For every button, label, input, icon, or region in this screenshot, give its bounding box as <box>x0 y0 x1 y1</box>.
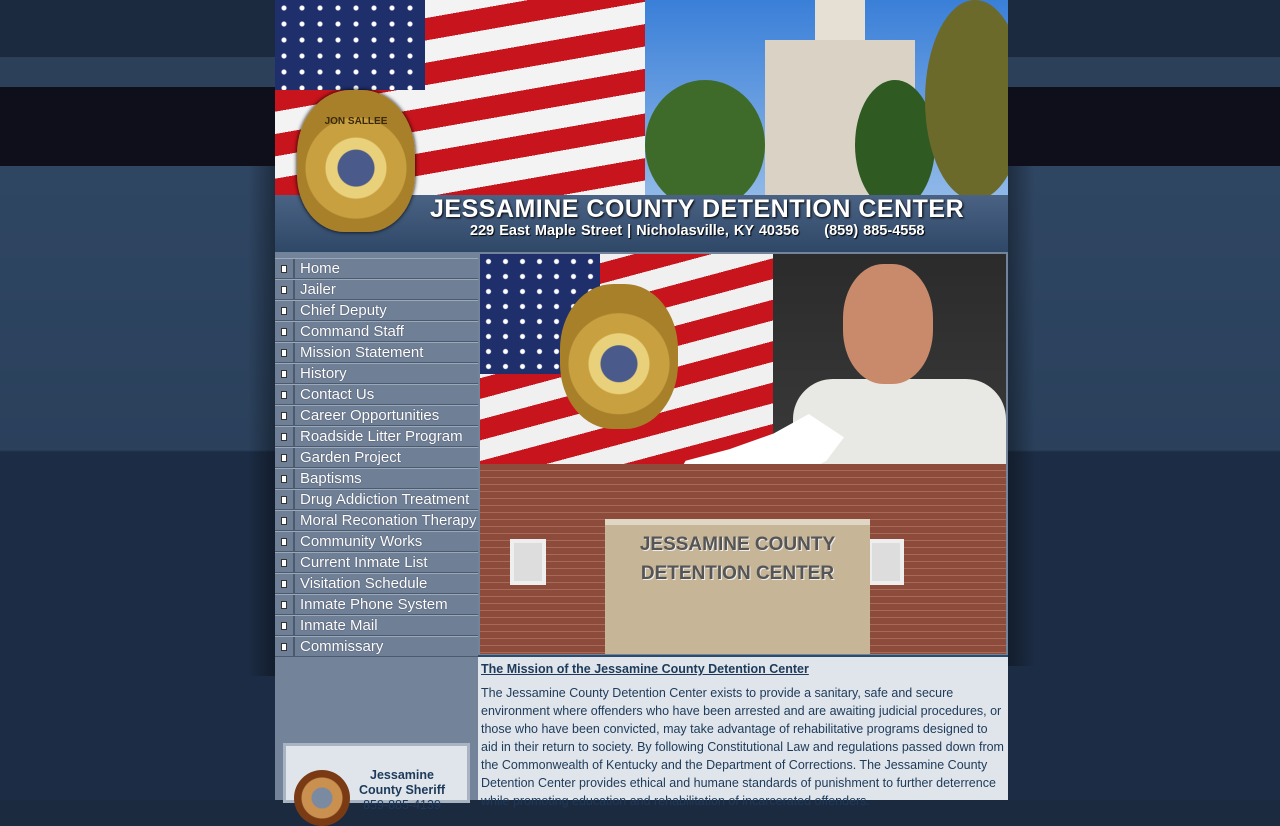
nav-item-roadside-litter-program[interactable] <box>275 426 478 447</box>
nav-item-label: Garden Project <box>300 449 401 466</box>
arrow-bullet-icon <box>275 301 295 320</box>
nav-item-jailer[interactable] <box>275 279 478 300</box>
nav-item-label: Contact Us <box>300 386 375 403</box>
nav-item-label: Inmate Mail <box>300 617 378 634</box>
nav-item-label: Baptisms <box>300 470 362 487</box>
building-window <box>868 539 904 585</box>
nav-item-inmate-mail[interactable] <box>275 615 478 636</box>
arrow-bullet-icon <box>275 259 295 278</box>
tree <box>645 80 765 210</box>
nav-item-label: History <box>300 365 347 382</box>
header-banner <box>275 0 1008 252</box>
sidebar-nav <box>275 258 478 657</box>
site-address: 229 East Maple Street | Nicholasville, KY 40356 (859) 885-4558 <box>470 223 925 239</box>
arrow-bullet-icon <box>275 616 295 635</box>
arrow-bullet-icon <box>275 280 295 299</box>
nav-item-label: Command Staff <box>300 323 404 340</box>
arrow-bullet-icon <box>275 490 295 509</box>
arrow-bullet-icon <box>275 448 295 467</box>
arrow-bullet-icon <box>275 364 295 383</box>
nav-item-mission-statement[interactable] <box>275 342 478 363</box>
nav-item-community-works[interactable] <box>275 531 478 552</box>
arrow-bullet-icon <box>275 322 295 341</box>
mission-body: The Jessamine County Detention Center exists to provide a sanitary, safe and secure environment where offenders who have been arrested and are awaiting judicial procedures, or those who have been convicted, may take advantage of rehabilitative programs designed to aid in their return to society. By following Constitutional Law and regulations passed down from the Commonwealth of Kentucky and the Department of Corrections. The Jessamine County Detention Center provides ethical and humane standards of punishment to further deterrence while promoting education and rehabilitation of incarcerated offenders. <box>481 686 1004 808</box>
arrow-bullet-icon <box>275 385 295 404</box>
arrow-bullet-icon <box>275 595 295 614</box>
sheriff-line1: Jessamine <box>370 768 434 782</box>
mission-title[interactable]: The Mission of the Jessamine County Detention Center <box>481 662 809 676</box>
building-window <box>510 539 546 585</box>
nav-item-history[interactable] <box>275 363 478 384</box>
nav-item-garden-project[interactable] <box>275 447 478 468</box>
arrow-bullet-icon <box>275 406 295 425</box>
sheriff-link-box[interactable] <box>283 743 470 812</box>
nav-item-label: Drug Addiction Treatment <box>300 491 470 508</box>
hero-badge <box>560 284 678 429</box>
sign-line1: JESSAMINE COUNTY <box>639 534 836 555</box>
arrow-bullet-icon <box>275 553 295 572</box>
sheriff-line2: County Sheriff <box>358 783 446 797</box>
nav-item-label: Career Opportunities <box>300 407 440 424</box>
nav-item-label: Roadside Litter Program <box>300 428 463 445</box>
arrow-bullet-icon <box>275 343 295 362</box>
nav-item-moral-reconation-therapy[interactable] <box>275 510 478 531</box>
sheriff-text <box>352 768 452 813</box>
arrow-bullet-icon <box>275 427 295 446</box>
nav-item-drug-addiction-treatment[interactable] <box>275 489 478 510</box>
building-sign <box>630 530 845 588</box>
nav-item-inmate-phone-system[interactable] <box>275 594 478 615</box>
nav-item-label: Inmate Phone System <box>300 596 448 613</box>
arrow-bullet-icon <box>275 511 295 530</box>
nav-item-label: Community Works <box>300 533 423 550</box>
jailer-face <box>843 264 933 384</box>
page-shadow-left <box>248 166 275 676</box>
nav-item-chief-deputy[interactable] <box>275 300 478 321</box>
nav-item-label: Moral Reconation Therapy <box>300 512 477 529</box>
flag-stars <box>275 0 425 90</box>
arrow-bullet-icon <box>275 532 295 551</box>
jailer-badge-logo <box>297 90 415 232</box>
page-shadow-right <box>1008 166 1035 666</box>
nav-item-command-staff[interactable] <box>275 321 478 342</box>
mission-section <box>478 655 1008 808</box>
nav-item-label: Commissary <box>300 638 384 655</box>
badge-text: JON SALLEE <box>324 116 388 127</box>
sheriff-phone: 859-885-4139 <box>363 798 441 812</box>
arrow-bullet-icon <box>275 637 295 656</box>
nav-item-current-inmate-list[interactable] <box>275 552 478 573</box>
nav-item-visitation-schedule[interactable] <box>275 573 478 594</box>
nav-item-baptisms[interactable] <box>275 468 478 489</box>
hero-image <box>480 254 1006 654</box>
nav-item-career-opportunities[interactable] <box>275 405 478 426</box>
nav-item-label: Home <box>300 260 341 277</box>
page-container <box>275 0 1008 812</box>
nav-item-label: Current Inmate List <box>300 554 428 571</box>
nav-item-label: Chief Deputy <box>300 302 387 319</box>
nav-item-commissary[interactable] <box>275 636 478 657</box>
tree <box>855 80 935 210</box>
nav-item-home[interactable] <box>275 258 478 279</box>
sign-line2: DETENTION CENTER <box>640 563 835 584</box>
site-title: JESSAMINE COUNTY DETENTION CENTER <box>430 195 965 223</box>
nav-item-contact-us[interactable] <box>275 384 478 405</box>
nav-item-label: Mission Statement <box>300 344 424 361</box>
arrow-bullet-icon <box>275 574 295 593</box>
sheriff-star-icon <box>294 770 350 826</box>
nav-item-label: Visitation Schedule <box>300 575 428 592</box>
arrow-bullet-icon <box>275 469 295 488</box>
nav-item-label: Jailer <box>300 281 336 298</box>
